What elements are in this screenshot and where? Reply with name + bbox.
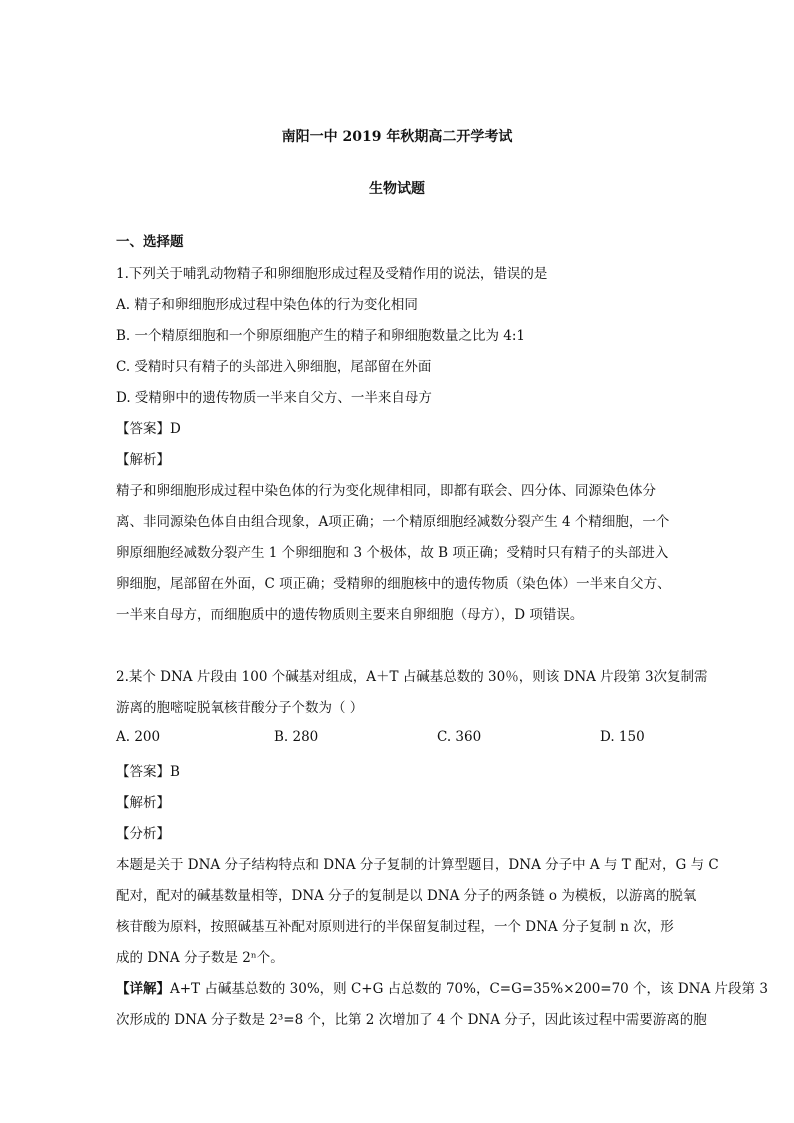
q1-analysis-line: 离、非同源染色体自由组合现象，A项正确；一个精原细胞经减数分裂产生 4 个精细胞，一个 xyxy=(116,514,670,530)
q1-option-c: C. 受精时只有精子的头部进入卵细胞，尾部留在外面 xyxy=(116,359,432,375)
q2-answer: 【答案】B xyxy=(116,764,180,780)
q1-answer: 【答案】D xyxy=(116,421,181,437)
section-heading: 一、选择题 xyxy=(116,234,184,250)
q1-option-d: D. 受精卵中的遗传物质一半来自父方、一半来自母方 xyxy=(116,390,432,406)
q2-stem-line: 游离的胞嘧啶脱氧核苷酸分子个数为（ ） xyxy=(116,700,364,716)
q2-detail-text: A+T 占碱基总数的 30%，则 C+G 占总数的 70%，C=G=35%×200=70 个，该 DNA 片段第 3 xyxy=(170,981,768,997)
exam-title: 南阳一中 2019 年秋期高二开学考试 xyxy=(281,129,513,145)
q2-detail-line xyxy=(116,977,768,997)
q2-option-d: D. 150 xyxy=(600,729,645,745)
q2-fenxi-label: 【分析】 xyxy=(116,826,170,842)
q2-fenxi-line: 配对，配对的碱基数量相等，DNA 分子的复制是以 DNA 分子的两条链 o 为模板，以游离的脱氧 xyxy=(116,888,697,904)
q1-option-a: A. 精子和卵细胞形成过程中染色体的行为变化相同 xyxy=(116,297,418,313)
q2-fenxi-line: 成的 DNA 分子数是 2ⁿ个。 xyxy=(116,950,284,966)
q2-fenxi-line: 本题是关于 DNA 分子结构特点和 DNA 分子复制的计算型题目，DNA 分子中 A 与 T 配对，G 与 C xyxy=(116,857,719,873)
q2-option-c: C. 360 xyxy=(437,729,482,745)
q1-analysis-line: 精子和卵细胞形成过程中染色体的行为变化规律相同，即都有联会、四分体、同源染色体分 xyxy=(116,483,656,499)
q2-fenxi-line: 核苷酸为原料，按照碱基互补配对原则进行的半保留复制过程，一个 DNA 分子复制 n 次，形 xyxy=(116,919,674,935)
q1-option-b: B. 一个精原细胞和一个卵原细胞产生的精子和卵细胞数量之比为 4:1 xyxy=(116,328,526,344)
q1-stem: 1.下列关于哺乳动物精子和卵细胞形成过程及受精作用的说法，错误的是 xyxy=(116,266,548,282)
q2-detail-label: 【详解】 xyxy=(116,981,170,997)
q1-analysis-line: 卵细胞，尾部留在外面，C 项正确；受精卵的细胞核中的遗传物质（染色体）一半来自父方、 xyxy=(116,576,671,592)
exam-subtitle: 生物试题 xyxy=(369,181,425,197)
q2-stem-line: 2.某个 DNA 片段由 100 个碱基对组成，A＋T 占碱基总数的 30％，则该 DNA 片段第 3次复制需 xyxy=(116,669,708,685)
q2-analysis-label: 【解析】 xyxy=(116,795,170,811)
q1-analysis-label: 【解析】 xyxy=(116,452,170,468)
q1-analysis-line: 一半来自母方，而细胞质中的遗传物质则主要来自卵细胞（母方），D 项错误。 xyxy=(116,607,584,623)
q2-option-a: A. 200 xyxy=(116,729,161,745)
q1-analysis-line: 卵原细胞经减数分裂产生 1 个卵细胞和 3 个极体，故 B 项正确；受精时只有精子的头部进入 xyxy=(116,545,669,561)
q2-detail-line: 次形成的 DNA 分子数是 2³=8 个，比第 2 次增加了 4 个 DNA 分子，因此该过程中需要游离的胞 xyxy=(116,1012,707,1028)
q2-option-b: B. 280 xyxy=(274,729,319,745)
